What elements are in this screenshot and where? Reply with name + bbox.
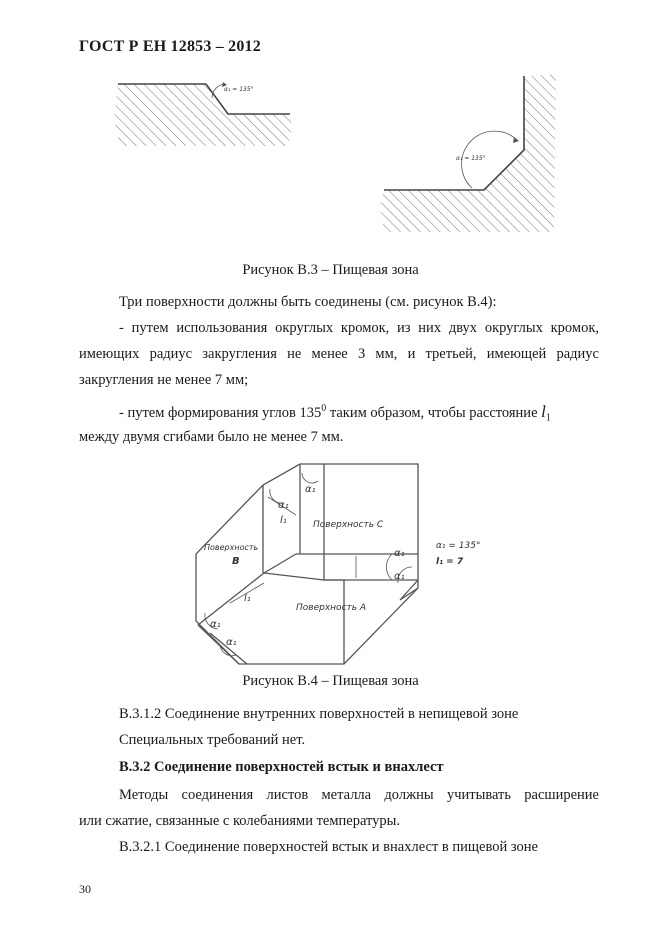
- angles-text-post: таким образом, чтобы расстояние: [326, 404, 542, 421]
- b4-l1-bottom: l₁: [244, 593, 251, 604]
- distance-var: l: [541, 401, 546, 421]
- section-b32-line2: или сжатие, связанные с колебаниями температуры.: [79, 813, 401, 829]
- section-b32-line1: Методы соединения листов металла должны учитывать расширение: [119, 787, 599, 803]
- paragraph-rounded-line1: - путем использования округлых кромок, из них двух округлых кромок,: [119, 320, 599, 336]
- b3-left-section: [114, 84, 292, 146]
- figure-b4-caption: Рисунок В.4 – Пищевая зона: [242, 673, 419, 689]
- b4-alpha-5: α₁: [210, 619, 221, 630]
- b4-alpha-1: α₁: [394, 548, 405, 559]
- section-b312-title: В.3.1.2 Соединение внутренних поверхностей в непищевой зоне: [119, 706, 519, 722]
- b3-right-arrow-icon: [513, 137, 519, 143]
- b3-angle-label-2: α₁ = 135°: [456, 155, 486, 162]
- b4-angle-arc-1: [386, 554, 392, 580]
- b4-surface-c-label: Поверхность С: [313, 520, 384, 530]
- b4-alpha-6: α₁: [226, 637, 237, 648]
- b4-bevel-edge: [324, 580, 344, 664]
- b4-surface-c-edge: [324, 464, 418, 554]
- b4-alpha-3: α₁: [278, 500, 289, 511]
- figure-b3-caption: Рисунок В.3 – Пищевая зона: [242, 262, 419, 278]
- b4-angle-arc-4: [302, 473, 318, 483]
- b4-legend-l: l₁ = 7: [436, 557, 464, 567]
- page-number: 30: [79, 882, 91, 896]
- section-b32-heading: В.3.2 Соединение поверхностей встык и внахлест: [119, 759, 444, 775]
- b4-surface-b-label-1: Поверхность: [204, 543, 259, 552]
- b3-right-section: [380, 74, 556, 232]
- figure-b4-drawing: [0, 455, 661, 675]
- b4-legend-alpha: α₁ = 135°: [436, 541, 481, 551]
- b4-alpha-4: α₁: [305, 484, 316, 495]
- paragraph-three-surfaces: Три поверхности должны быть соединены (см. рисунок В.4):: [119, 294, 497, 310]
- b4-surface-a-label: Поверхность А: [296, 603, 367, 613]
- paragraph-rounded-line2: имеющих радиус закругления не менее 3 мм, и третьей, имеющей радиус: [79, 346, 599, 362]
- angles-text-pre: - путем формирования углов 135: [119, 404, 322, 421]
- figure-b3-drawing: [0, 0, 661, 250]
- distance-var-sub: 1: [545, 412, 551, 424]
- angles-degree-sup: 0: [321, 403, 327, 414]
- b4-corner-edge: [198, 573, 324, 625]
- section-b312-text: Специальных требований нет.: [119, 732, 306, 748]
- document-header: ГОСТ Р ЕН 12853 – 2012: [79, 38, 261, 55]
- paragraph-rounded-line3: закругления не менее 7 мм;: [79, 372, 249, 388]
- paragraph-angles-line2: между двумя сгибами было не менее 7 мм.: [79, 429, 344, 445]
- b4-line-b-to-c: [264, 554, 296, 573]
- b3-angle-label-1: α₁ = 135°: [224, 86, 254, 93]
- b4-surface-b-label-2: В: [232, 556, 240, 567]
- section-b321-title: В.3.2.1 Соединение поверхностей встык и внахлест в пищевой зоне: [119, 839, 538, 855]
- b4-l1-top: l₁: [280, 515, 287, 526]
- b4-alpha-2: α₁: [394, 571, 405, 582]
